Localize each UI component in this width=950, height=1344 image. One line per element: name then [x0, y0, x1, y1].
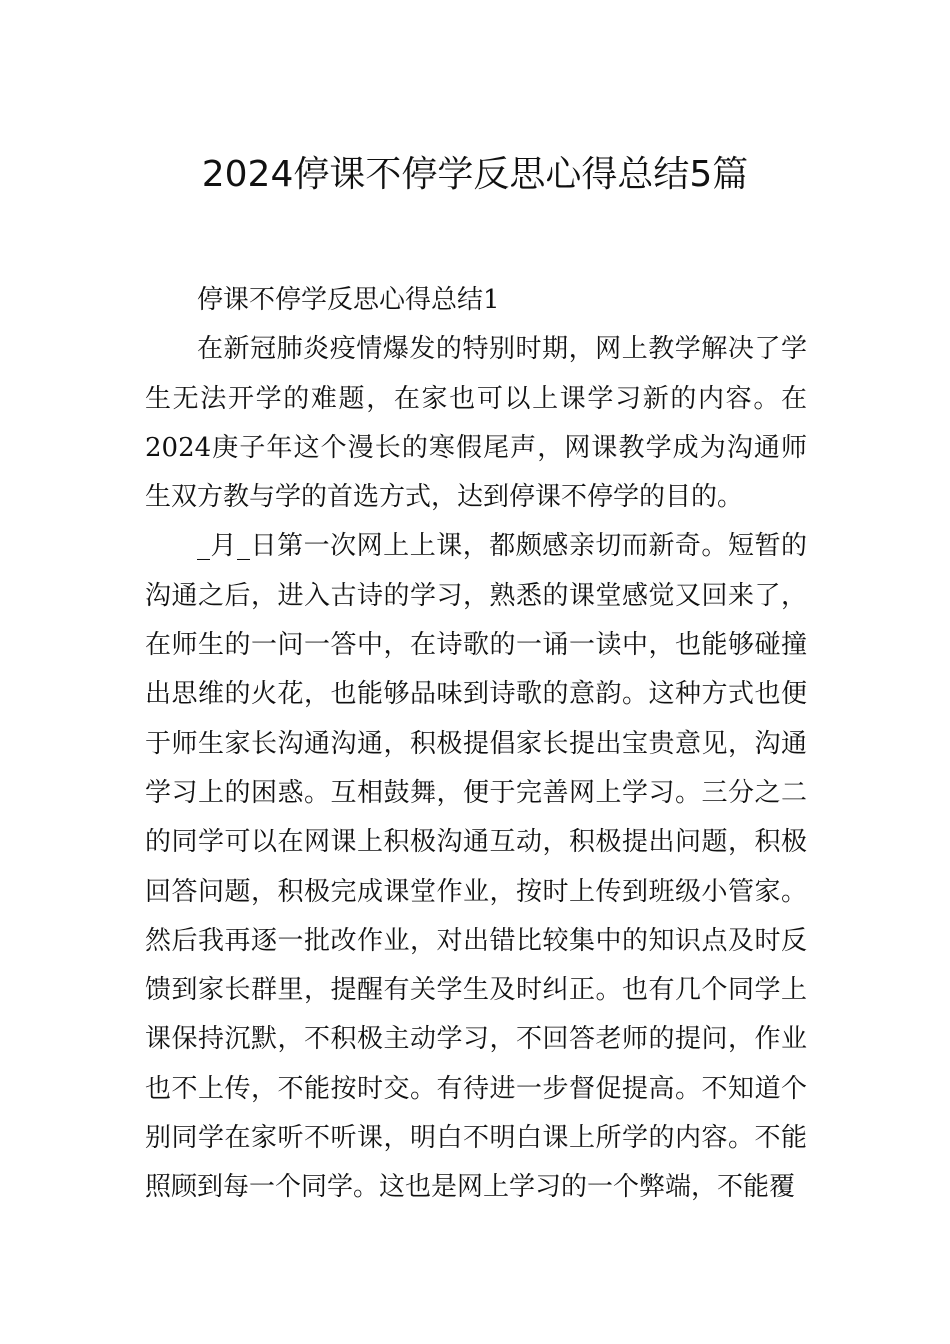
document-title: 2024停课不停学反思心得总结5篇 — [201, 154, 749, 196]
paragraph-2: _月_日第一次网上上课，都颇感亲切而新奇。短暂的沟通之后，进入古诗的学习，熟悉的课堂感觉又回来了，在师生的一问一答中，在诗歌的一诵一读中，也能够碰撞出思维的火花，也能够品味到诗歌的意韵。这种方式也便于师生家长沟通沟通，积极提倡家长提出宝贵意见，沟通学习上的困惑。互相鼓舞，便于完善网上学习。三分之二的同学可以在网课上积极沟通互动，积极提出问题，积极回答问题，积极完成课堂作业，按时上传到班级小管家。然后我再逐一批改作业，对出错比较集中的知识点及时反馈到家长群里，提醒有关学生及时纠正。也有几个同学上课保持沉默，不积极主动学习，不回答老师的提问，作业也不上传，不能按时交。有待进一步督促提高。不知道个别同学在家听不听课，明白不明白课上所学的内容。不能照顾到每一个同学。这也是网上学习的一个弊端，不能覆 — [145, 531, 807, 1203]
paragraph-1: 在新冠肺炎疫情爆发的特别时期，网上教学解决了学生无法开学的难题，在家也可以上课学习新的内容。在2024庚子年这个漫长的寒假尾声，网课教学成为沟通师生双方教与学的首选方式，达到停课不停学的目的。 — [145, 334, 807, 513]
document-body — [145, 276, 807, 1213]
section-heading: 停课不停学反思心得总结1 — [197, 285, 500, 315]
